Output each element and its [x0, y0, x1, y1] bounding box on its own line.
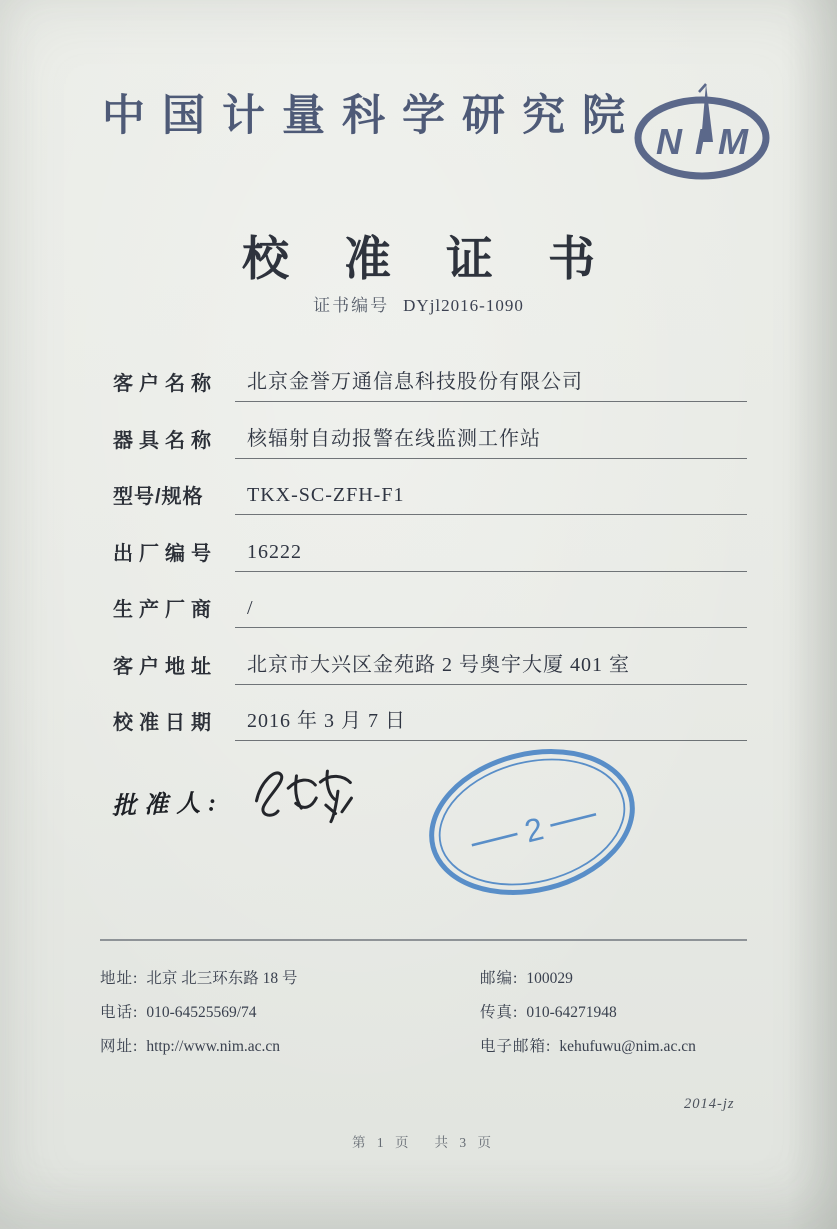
field-row-customer-name [113, 365, 747, 403]
field-label: 生产厂商 [113, 599, 217, 621]
footer-phone-value: 010-64525569/74 [146, 1004, 257, 1021]
stamp-center-number: 2 [520, 810, 547, 850]
approver-label: 批准人: [111, 790, 225, 820]
field-row-manufacturer [113, 591, 747, 629]
field-value: 16222 [235, 535, 747, 572]
stamp-ring-text: 中国计量科学研究院 [446, 783, 622, 859]
field-label: 器具名称 [113, 430, 217, 452]
footer-postcode [480, 966, 573, 988]
institute-name: 中国计量科学研究院 [102, 93, 642, 140]
field-value: 核辐射自动报警在线监测工作站 [235, 422, 747, 459]
page-total: 共 3 页 [434, 1135, 495, 1150]
official-stamp [398, 716, 666, 928]
field-row-model-spec [113, 478, 747, 516]
field-label: 型号/规格 [113, 486, 204, 508]
footer-email [480, 1034, 696, 1056]
footer-phone-label: 电话: [100, 1004, 139, 1021]
page-indicator [0, 1131, 837, 1151]
approver-signature [235, 752, 370, 839]
footer-website-label: 网址: [100, 1038, 139, 1055]
field-value: 北京金誉万通信息科技股份有限公司 [235, 365, 747, 402]
certificate-number-value: DYjl2016-1090 [403, 296, 524, 315]
footer-email-label: 电子邮箱: [480, 1038, 552, 1055]
field-label: 客户名称 [113, 373, 217, 395]
field-row-customer-address [113, 648, 747, 686]
field-row-serial-number [113, 535, 747, 573]
page-number: 第 1 页 [352, 1135, 413, 1150]
footer-fax-value: 010-64271948 [526, 1004, 617, 1021]
footer-address-label: 地址: [100, 970, 139, 987]
footer-fax-label: 传真: [480, 1004, 519, 1021]
field-value: 北京市大兴区金苑路 2 号奥宇大厦 401 室 [235, 648, 747, 685]
footer-email-value: kehufuwu@nim.ac.cn [559, 1038, 696, 1055]
document-title: 校准证书 [242, 234, 650, 286]
field-value: / [235, 591, 747, 628]
footer-website-value: http://www.nim.ac.cn [146, 1038, 281, 1055]
field-label: 客户地址 [113, 656, 217, 678]
certificate-number [0, 291, 837, 316]
form-code: 2014-jz [684, 1096, 735, 1112]
footer-address-value: 北京 北三环东路 18 号 [146, 970, 298, 987]
stamp-bottom-text: 校准专用章 [484, 832, 599, 884]
field-label: 校准日期 [113, 712, 217, 734]
certificate-number-label: 证书编号 [313, 296, 390, 315]
field-label: 出厂编号 [113, 543, 217, 565]
footer-address [100, 966, 297, 988]
nim-logo-icon [630, 80, 774, 180]
field-row-instrument-name [113, 422, 747, 460]
logo-text: NIM [656, 121, 748, 162]
footer-fax [480, 1000, 617, 1022]
footer-divider [100, 939, 747, 941]
footer-postcode-value: 100029 [526, 970, 573, 987]
field-value: 2016 年 3 月 7 日 [235, 704, 747, 741]
footer-website [100, 1034, 280, 1056]
footer-postcode-label: 邮编: [480, 970, 519, 987]
footer-phone [100, 1000, 257, 1022]
field-value: TKX-SC-ZFH-F1 [235, 478, 747, 515]
